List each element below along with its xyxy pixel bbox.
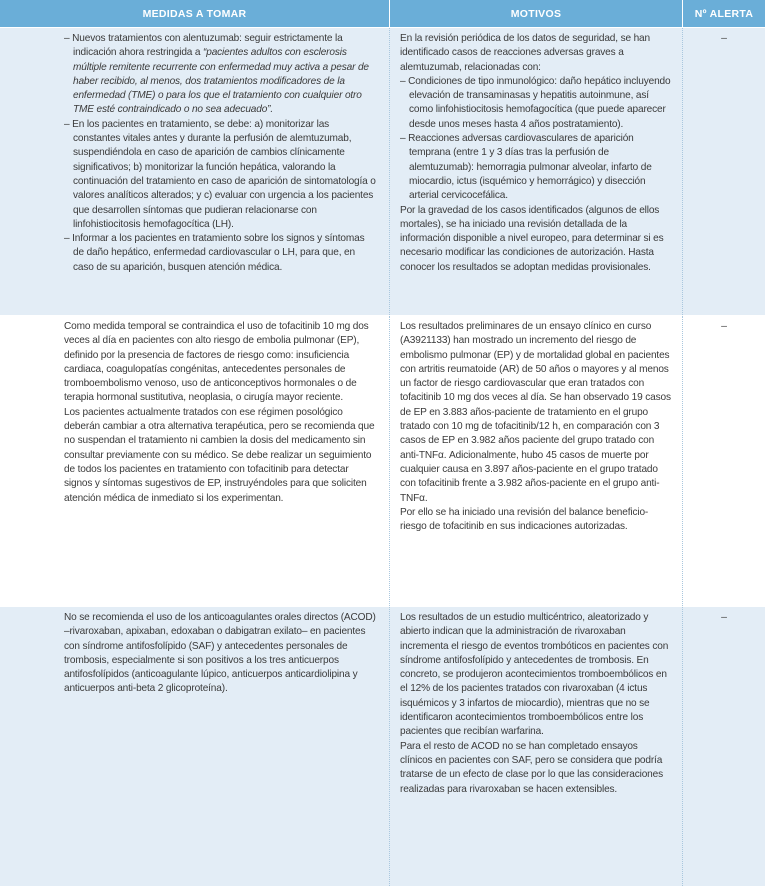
paragraph: No se recomienda el uso de los anticoagulantes orales directos (ACOD) –rivaroxaban, apixaban, edoxaban o dabigatran exilato– en pacientes con síndrome antifosfolípido (SAF) y antecedentes personales de trombosis, especialmente si son positivos a los tres anticuerpos antifosfolípidos (anticoagulante lúpico, anticuerpos anticardiolipina y anticuerpos anti-beta 2 glicoproteína).	[64, 612, 376, 695]
list-item: – Informar a los pacientes en tratamiento sobre los signos y síntomas de daño hepático, enfermedad cardiovascular o LH, para que, en caso de su aparición, busquen atención médica.	[64, 233, 365, 273]
paragraph: Por la gravedad de los casos identificados (algunos de ellos mortales), se ha iniciado una revisión detallada de la información disponible a nivel europeo, para determinar si es necesario modificar las condiciones de autorización. Hasta conocer los resultados se adoptan medidas provisionales.	[400, 204, 664, 273]
reasons-cell	[390, 28, 683, 315]
reasons-cell	[390, 316, 683, 606]
measures-cell	[0, 607, 390, 886]
paragraph: Los resultados de un estudio multicéntrico, aleatorizado y abierto indican que la administración de rivaroxaban incrementa el riesgo de eventos trombóticos en pacientes con síndrome antifosfolípido y antecedentes de trombosis. En concreto, se produjeron acontecimientos tromboembólicos en el 12% de los pacientes tratados con rivaroxaban (4 ictus isquémicos y 3 infartos de miocardio), mientras que no se identificaron acontecimientos tromboembólicos entre los pacientes que recibían warfarina.	[400, 612, 669, 738]
list-item: – En los pacientes en tratamiento, se debe: a) monitorizar las constantes vitales antes y durante la perfusión de alemtuzumab, suspendiéndola en caso de aparición de cambios clínicamente significativos; b) monitorizar la función hepática, valorando la continuación del tratamiento en caso de aparición de sintomatología o valores analíticos alterados; y c) evaluar con urgencia a los pacientes que desarrollen síntomas que pudieran relacionarse con linfohistiocitosis hemofagocítica (LH).	[64, 118, 376, 230]
alert-number-cell: –	[721, 32, 727, 44]
measures-cell	[0, 28, 390, 315]
paragraph: En la revisión periódica de los datos de seguridad, se han identificado casos de reacciones adversas graves a alemtuzumab, relacionadas con:	[400, 33, 650, 73]
list-item: – Reacciones adversas cardiovasculares de aparición temprana (entre 1 y 3 días tras la perfusión de alemtuzumab): hemorragia pulmonar alveolar, infarto de miocardio, ictus (isquémico y hemorrágico) y disección arterial cervicocefálica.	[400, 133, 652, 202]
header-alert-number: Nº ALERTA	[694, 7, 754, 20]
header-measures: MEDIDAS A TOMAR	[0, 0, 390, 27]
paragraph: Los pacientes actualmente tratados con ese régimen posológico deberán cambiar a otra alternativa terapéutica, pero se recomienda que no suspendan el tratamiento ni cambien la dosis del medicamento sin consultar previamente con su médico. Se debe realizar un seguimiento de todos los pacientes en tratamiento con tofacitinib para detectar signos y síntomas sugestivos de EP, instruyéndoles para que soliciten atención médica de inmediato si los experimentan.	[64, 406, 375, 504]
alert-number-cell: –	[721, 320, 727, 332]
list-item: – Nuevos tratamientos con alentuzumab: seguir estrictamente la indicación ahora restringida a “pacientes adultos con esclerosis múltiple remitente recurrente con enfermedad muy activa a pesar de haber recibido, al menos, dos tratamientos modificadores de la enfermedad (TME) o para los que el tratamiento con cualquier otro TME esté contraindicado o no sea adecuado”.	[64, 33, 369, 116]
table-row	[0, 316, 765, 607]
reasons-cell	[390, 607, 683, 886]
paragraph: Como medida temporal se contraindica el uso de tofacitinib 10 mg dos veces al día en pacientes con alto riesgo de embolia pulmonar (EP), definido por la presencia de factores de riesgo como: insuficiencia cardiaca, coagulopatías congénitas, antecedentes personales de tromboembolismo venoso, uso de anticonceptivos hormonales o de terapia hormonal sustitutiva, neoplasia, o cirugía mayor reciente.	[64, 321, 369, 404]
list-item: – Condiciones de tipo inmunológico: daño hepático incluyendo elevación de transaminasas y hepatitis autoinmune, así como linfohistiocitosis hemofagocítica (que puede aparecer desde unos meses hasta 4 años postratamiento).	[400, 75, 671, 130]
paragraph: Por ello se ha iniciado una revisión del balance beneficio-riesgo de tofacitinib en sus indicaciones autorizadas.	[400, 506, 649, 533]
alert-number-cell: –	[721, 611, 727, 623]
paragraph: Para el resto de ACOD no se han completado ensayos clínicos en pacientes con SAF, pero se considera que podría tratarse de un efecto de clase por lo que las consideraciones realizadas para rivaroxaban se hacen extensibles.	[400, 740, 663, 795]
measures-cell	[0, 316, 390, 606]
table-row	[0, 607, 765, 886]
header-reasons: MOTIVOS	[390, 0, 683, 27]
table-row	[0, 28, 765, 316]
table-header	[0, 0, 765, 28]
paragraph: Los resultados preliminares de un ensayo clínico en curso (A3921133) han mostrado un incremento del riesgo de embolismo pulmonar (EP) y de mortalidad global en pacientes con artritis reumatoide (AR) de 50 años o mayores y al menos un factor de riesgo cardiovascular que eran tratados con tofacitinib 10 mg dos veces al día. Se han observado 19 casos de EP en 3.883 años-paciente de tratamiento en el grupo tratado con 10 mg de tofacitinib/12 h, en comparación con 3 casos de EP en 3.982 años paciente del grupo tratado con anti-TNFα. Adicionalmente, hubo 45 casos de muerte por cualquier causa en 3.897 años-paciente en el grupo tratado con tofacitinib frente a 3.982 años-paciente en el grupo anti-TNFα.	[400, 321, 671, 504]
